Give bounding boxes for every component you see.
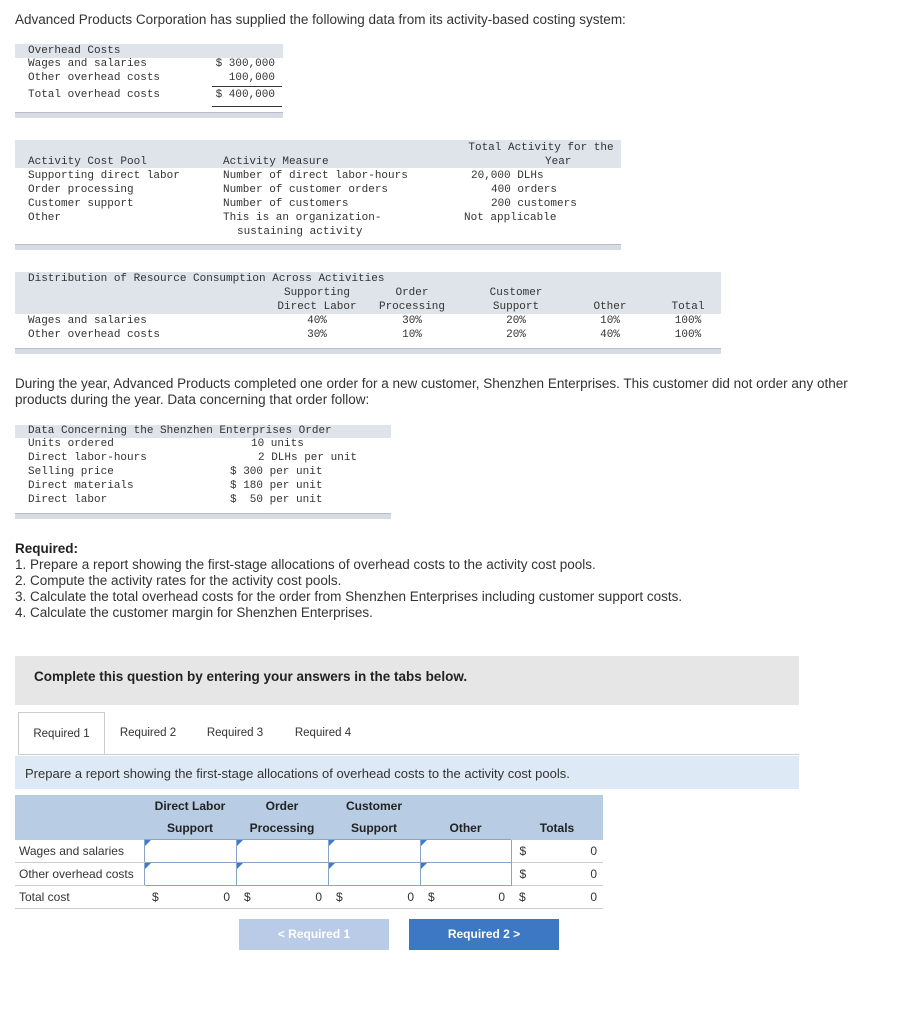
row-label: Wages and salaries: [28, 315, 147, 327]
dollar-sign: $: [152, 889, 159, 904]
activity-total: 20,000 DLHs: [471, 170, 544, 182]
total-activity-header-year: Year: [545, 156, 572, 168]
wages-op-input[interactable]: [236, 840, 328, 863]
dollar-sign: $: [244, 889, 251, 904]
grid-row-label: Wages and salaries: [15, 840, 144, 863]
grid-header-blank: [511, 795, 603, 817]
order-row-value: $ 300 per unit: [230, 466, 323, 478]
total-value: 0: [223, 889, 230, 904]
table-divider: [15, 348, 721, 354]
measure-name: Number of customer orders: [223, 184, 389, 196]
required-item: 1. Prepare a report showing the first-stage allocations of overhead costs to the activity cost pools.: [15, 557, 596, 572]
overhead-value: $ 300,000: [215, 58, 275, 70]
total-cost-cs: [328, 885, 420, 908]
grid-header-totals: Totals: [511, 817, 603, 840]
row-label: Other overhead costs: [28, 329, 161, 341]
overhead-total: $ 400,000: [215, 89, 275, 101]
activity-table: [15, 140, 621, 242]
pct-cell: 30%: [402, 315, 422, 327]
grid-header-dl: Direct Labor: [144, 795, 236, 817]
pool-name: Customer support: [28, 198, 134, 210]
order-paragraph: During the year, Advanced Products completed one order for a new customer, Shenzhen Enterprises. This customer did not order any other products during the year. Data concerning that order follow:: [15, 376, 848, 407]
overhead-value: 100,000: [228, 72, 275, 84]
required-item: 4. Calculate the customer margin for Shenzhen Enterprises.: [15, 605, 373, 620]
table-divider: [15, 112, 283, 118]
order-row-value: $ 50 per unit: [230, 494, 323, 506]
intro-text: Advanced Products Corporation has supplied the following data from its activity-based costing system:: [15, 12, 626, 27]
total-value: 0: [590, 866, 597, 881]
total-value: 0: [315, 889, 322, 904]
grid-header-other: Other: [420, 817, 511, 840]
order-data-header: Data Concerning the Shenzhen Enterprises Order: [28, 425, 332, 437]
measure-header: Activity Measure: [223, 156, 329, 168]
distribution-title: Distribution of Resource Consumption Across Activities: [28, 273, 385, 285]
grid-header-dl: Support: [144, 817, 236, 840]
order-row-value: $ 180 per unit: [230, 480, 323, 492]
measure-name: Number of customers: [223, 198, 349, 210]
dollar-sign: $: [519, 843, 527, 858]
total-value: 0: [498, 889, 505, 904]
total-value: 0: [590, 889, 597, 904]
dollar-sign: $: [519, 866, 527, 881]
activity-total: 400 orders: [491, 184, 558, 196]
pct-cell: 10%: [600, 315, 620, 327]
dollar-sign: $: [428, 889, 435, 904]
measure-name: Number of direct labor-hours: [223, 170, 408, 182]
col-header: Other: [593, 301, 627, 313]
order-row-label: Direct labor-hours: [28, 452, 147, 464]
tab-underline: [18, 754, 799, 755]
complete-banner: [15, 656, 799, 705]
col-header: Supporting: [283, 287, 350, 299]
pool-name: Other: [28, 212, 62, 224]
pct-cell: 10%: [402, 329, 422, 341]
total-cost-op: [236, 885, 328, 908]
other-overhead-total: [511, 862, 603, 885]
dollar-sign: $: [519, 889, 526, 904]
measure-name-continued: sustaining activity: [237, 226, 363, 238]
tab-required-4[interactable]: Required 4: [294, 727, 352, 739]
other-overhead-dl-input[interactable]: [144, 862, 236, 885]
complete-banner-text: Complete this question by entering your answers in the tabs below.: [34, 669, 468, 684]
table-divider: [15, 244, 621, 250]
grid-header-cs: Customer: [328, 795, 420, 817]
prev-required-button[interactable]: < Required 1: [239, 919, 389, 950]
col-header: Total: [671, 301, 705, 313]
pct-cell: 30%: [307, 329, 327, 341]
total-value: 0: [407, 889, 414, 904]
table-divider: [15, 513, 391, 519]
grid-row-label: Total cost: [15, 885, 144, 908]
order-row-label: Selling price: [28, 466, 114, 478]
overhead-costs-table: [15, 44, 283, 107]
grid-header-blank: [15, 795, 144, 817]
order-row-label: Units ordered: [28, 438, 114, 450]
other-overhead-cs-input[interactable]: [328, 862, 420, 885]
order-data-table: [15, 425, 391, 513]
overhead-label: Other overhead costs: [28, 72, 161, 84]
col-header: Support: [492, 301, 540, 313]
grid-header-blank: [15, 817, 144, 840]
tab-required-3[interactable]: Required 3: [206, 727, 264, 739]
other-overhead-other-input[interactable]: [420, 862, 511, 885]
wages-cs-input[interactable]: [328, 840, 420, 863]
dollar-sign: $: [336, 889, 343, 904]
activity-total: Not applicable: [464, 212, 557, 224]
pct-cell: 20%: [506, 315, 526, 327]
instruction-bar: [15, 756, 799, 789]
distribution-table: [15, 272, 721, 346]
total-cost-totals: [511, 885, 603, 908]
total-activity-header: Total Activity for the: [468, 142, 614, 154]
wages-other-input[interactable]: [420, 840, 511, 863]
order-row-value: 10 units: [251, 438, 304, 450]
overhead-header: Overhead Costs: [15, 44, 283, 58]
order-row-label: Direct labor: [28, 494, 108, 506]
tab-required-1[interactable]: Required 1: [18, 712, 105, 755]
col-header: Direct Labor: [277, 301, 357, 313]
wages-dl-input[interactable]: [144, 840, 236, 863]
other-overhead-op-input[interactable]: [236, 862, 328, 885]
col-header: Order: [395, 287, 429, 299]
total-cost-other: [420, 885, 511, 908]
grid-header-op: Processing: [236, 817, 328, 840]
pool-header: Activity Cost Pool: [28, 156, 147, 168]
required-item: 3. Calculate the total overhead costs for the order from Shenzhen Enterprises including customer support costs.: [15, 589, 683, 604]
grid-header-blank: [420, 795, 511, 817]
pct-cell: 40%: [600, 329, 620, 341]
activity-total: 200 customers: [491, 198, 577, 210]
pct-cell: 20%: [506, 329, 526, 341]
order-row-label: Direct materials: [28, 480, 134, 492]
col-header: Customer: [489, 287, 543, 299]
answer-grid: [15, 795, 603, 909]
pool-name: Supporting direct labor: [28, 170, 180, 182]
col-header: Processing: [378, 301, 445, 313]
grid-row-label: Other overhead costs: [15, 862, 144, 885]
grid-header-cs: Support: [328, 817, 420, 840]
pct-cell: 100%: [674, 315, 702, 327]
pct-cell: 40%: [307, 315, 327, 327]
required-section: [15, 541, 682, 621]
pct-cell: 100%: [674, 329, 702, 341]
order-row-value: 2 DLHs per unit: [258, 452, 358, 464]
instruction-text: Prepare a report showing the first-stage allocations of overhead costs to the activity cost pools.: [25, 766, 570, 781]
required-item: 2. Compute the activity rates for the activity cost pools.: [15, 573, 342, 588]
tab-required-2[interactable]: Required 2: [119, 727, 177, 739]
total-cost-dl: [144, 885, 236, 908]
grid-header-op: Order: [236, 795, 328, 817]
overhead-label: Total overhead costs: [28, 89, 161, 101]
pool-name: Order processing: [28, 184, 134, 196]
next-required-button[interactable]: Required 2 >: [409, 919, 559, 950]
overhead-label: Wages and salaries: [28, 58, 147, 70]
wages-total: [511, 840, 603, 863]
required-title: Required:: [15, 541, 79, 556]
measure-name: This is an organization-: [223, 212, 382, 224]
total-value: 0: [590, 843, 597, 858]
